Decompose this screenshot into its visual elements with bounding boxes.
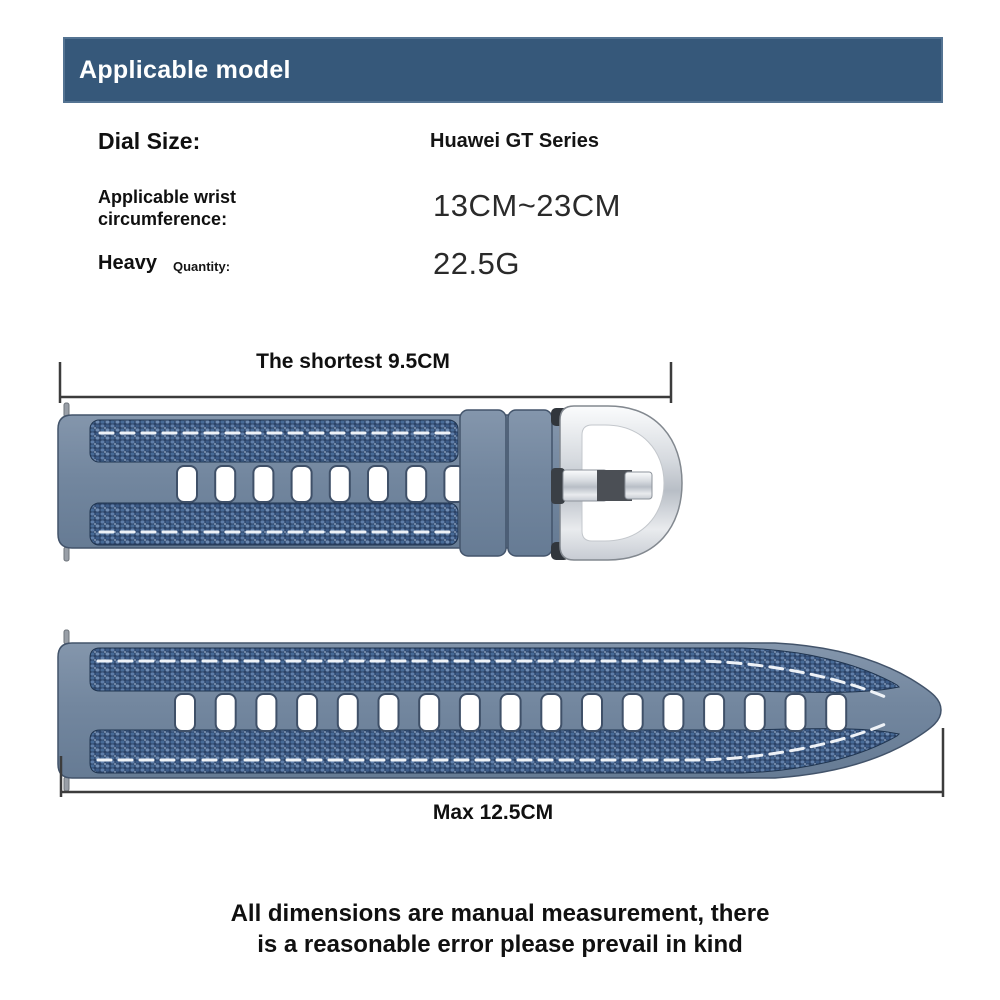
disclaimer-line2: is a reasonable error please prevail in kind [257, 931, 743, 958]
wrist-label-line2: circumference: [98, 209, 228, 229]
strap-hole [582, 694, 602, 731]
strap-hole [623, 694, 643, 731]
disclaimer-text [150, 898, 850, 960]
short-strap [58, 403, 682, 561]
weight-value: 22.5G [433, 246, 520, 281]
keeper-loop [460, 410, 552, 556]
strap-hole [704, 694, 724, 731]
buckle [551, 406, 682, 560]
strap-hole [745, 694, 765, 731]
weight-label: Heavy [98, 252, 157, 274]
wrist-circumference-label [98, 186, 236, 230]
strap-hole [826, 694, 846, 731]
strap-hole [338, 694, 358, 731]
dial-size-label: Dial Size: [98, 128, 201, 154]
dimension-label-shortest: The shortest 9.5CM [256, 350, 450, 373]
strap-hole [786, 694, 806, 731]
wrist-circumference-value: 13CM~23CM [433, 188, 621, 223]
wrist-label-line1: Applicable wrist [98, 187, 237, 207]
strap-hole [501, 694, 521, 731]
strap-hole [663, 694, 683, 731]
strap-hole [175, 694, 195, 731]
strap-hole [177, 466, 197, 502]
strap-hole [216, 694, 236, 731]
strap-hole [215, 466, 235, 502]
dial-size-value: Huawei GT Series [430, 130, 599, 152]
dimension-label-max: Max 12.5CM [432, 801, 554, 824]
strap-hole [419, 694, 439, 731]
strap-hole [253, 466, 273, 502]
strap-holes [175, 694, 846, 731]
weight-sublabel: Quantity: [173, 259, 231, 274]
strap-hole [406, 466, 426, 502]
strap-hole [256, 694, 276, 731]
strap-hole [379, 694, 399, 731]
strap-hole [292, 466, 312, 502]
long-strap [58, 630, 941, 791]
banner-title: Applicable model [79, 55, 291, 84]
banner [63, 37, 943, 103]
strap-hole [541, 694, 561, 731]
strap-hole [297, 694, 317, 731]
strap-hole [368, 466, 388, 502]
disclaimer-line1: All dimensions are manual measurement, there [230, 900, 770, 927]
buckle-prong [551, 468, 652, 504]
strap-hole [330, 466, 350, 502]
strap-hole [460, 694, 480, 731]
